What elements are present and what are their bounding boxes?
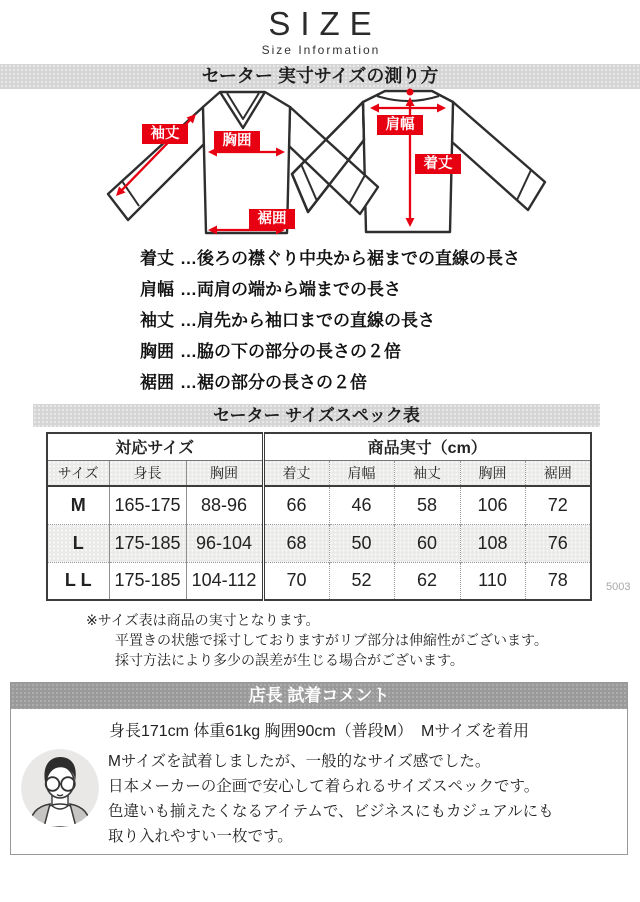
value-cell: 88-96 [186,486,263,524]
value-cell: 52 [329,562,394,600]
definition-item [140,367,520,398]
value-cell: 175-185 [109,524,186,562]
chest-label: 胸囲 [222,133,252,149]
column-header-body-length: 着丈 [263,460,329,486]
value-cell: 165-175 [109,486,186,524]
note-line: ※サイズ表は商品の実寸となります。 [86,612,320,628]
value-cell: 104-112 [186,562,263,600]
column-header-hem: 裾囲 [525,460,591,486]
body-length-label: 着丈 [423,156,453,172]
column-header-garment-chest: 胸囲 [460,460,525,486]
table-row-l [47,524,591,562]
size-spec-table-container [46,432,592,601]
value-cell: 78 [525,562,591,600]
definition-item [140,336,520,367]
manager-avatar-icon [21,749,99,827]
value-cell: 70 [263,562,329,600]
definition-term: 袖丈 [140,311,174,330]
column-header-shoulder: 肩幅 [329,460,394,486]
collar-center-dot [407,89,414,96]
comment-line: 取り入れやすい一枚です。 [108,828,293,845]
table-row-m [47,486,591,524]
column-header-height: 身長 [109,460,186,486]
value-cell: 58 [394,486,460,524]
value-cell: 108 [460,524,525,562]
column-header-size: サイズ [47,460,109,486]
sleeve-length-label: 袖丈 [150,126,180,142]
model-spec-line: 身長171cm 体重61kg 胸囲90cm（普段M） Mサイズを着用 [108,723,530,740]
note-line: 採寸方法により多少の誤差が生じる場合がございます。 [115,652,464,668]
definition-desc: …両肩の端から端までの長さ [180,280,401,299]
value-cell: 50 [329,524,394,562]
hem-label: 裾囲 [257,211,287,227]
definition-desc: …後ろの襟ぐり中央から裾までの直線の長さ [180,249,520,268]
definition-desc: …肩先から袖口までの直線の長さ [180,311,435,330]
value-cell: 72 [525,486,591,524]
measure-section-header: セーター 実寸サイズの測り方 [0,64,640,89]
sweater-measurement-diagram [0,82,640,242]
definition-item [140,274,520,305]
group-header-actual-size: 商品実寸（cm） [263,433,591,460]
column-header-sleeve: 袖丈 [394,460,460,486]
definition-term: 裾囲 [140,373,174,392]
definition-desc: …脇の下の部分の長さの２倍 [180,342,401,361]
manager-comment-box [10,682,628,855]
definition-item [140,305,520,336]
group-header-fit-size: 対応サイズ [47,433,263,460]
measurement-definitions [140,243,520,398]
manager-comment-text [108,749,554,849]
definition-term: 胸囲 [140,342,174,361]
page-title: SIZE [268,5,382,42]
table-row-ll [47,562,591,600]
value-cell: 106 [460,486,525,524]
value-cell: 46 [329,486,394,524]
size-notes [86,610,548,670]
definition-term: 肩幅 [140,280,174,299]
note-line: 平置きの状態で採寸しておりますがリブ部分は伸縮性がございます。 [115,632,548,648]
size-cell: L L [47,562,109,600]
spec-section-header: セーター サイズスペック表 [33,404,600,427]
size-spec-table [46,432,592,601]
size-cell: L [47,524,109,562]
page-subtitle: Size Information [261,43,381,57]
value-cell: 175-185 [109,562,186,600]
value-cell: 96-104 [186,524,263,562]
table-group-header-row [47,433,591,460]
column-header-chest: 胸囲 [186,460,263,486]
definition-item [140,243,520,274]
value-cell: 68 [263,524,329,562]
comment-line: 日本メーカーの企画で安心して着られるサイズスペックです。 [108,778,540,795]
value-cell: 60 [394,524,460,562]
product-code: 5003 [606,581,631,593]
value-cell: 66 [263,486,329,524]
comment-line: Mサイズを試着しましたが、一般的なサイズ感でした。 [108,753,491,770]
value-cell: 62 [394,562,460,600]
table-column-header-row [47,460,591,486]
comment-line: 色違いも揃えたくなるアイテムで、ビジネスにもカジュアルにも [108,803,554,820]
size-cell: M [70,494,86,515]
comment-section-header: 店長 試着コメント [11,683,627,709]
value-cell: 110 [460,562,525,600]
definition-desc: …裾の部分の長さの２倍 [180,373,367,392]
value-cell: 76 [525,524,591,562]
definition-term: 着丈 [140,249,174,268]
shoulder-width-label: 肩幅 [385,117,415,133]
comment-row [21,749,615,849]
